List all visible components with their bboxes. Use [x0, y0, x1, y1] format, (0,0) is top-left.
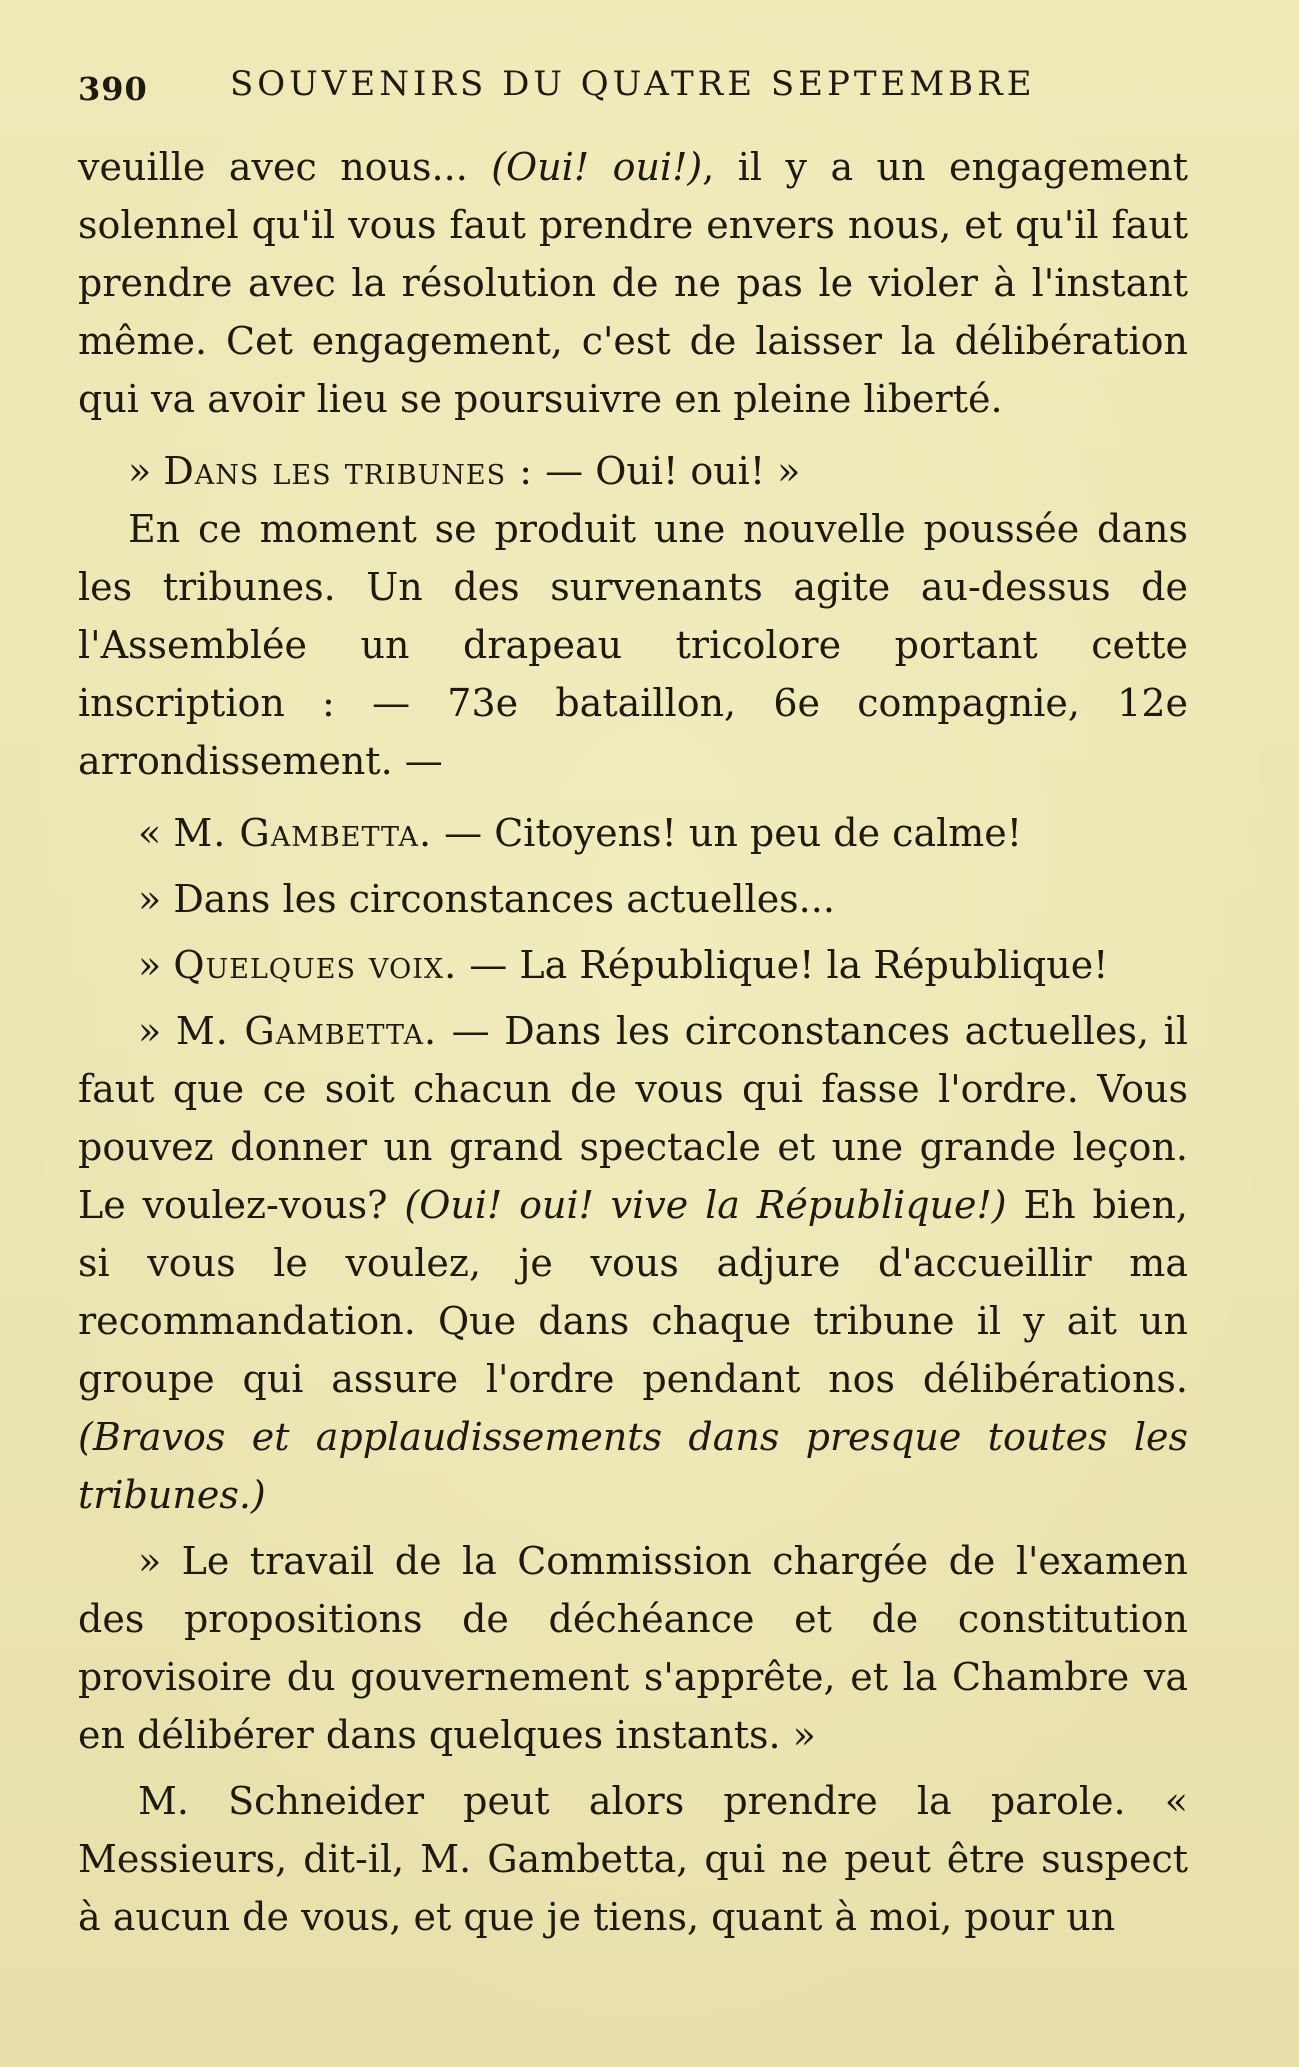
paragraph-2-text: — Oui! oui! »	[533, 449, 801, 493]
paragraph-7	[78, 1002, 1188, 1524]
paragraph-7-italic-2: (Bravos et applaudissements dans presque toutes les tribunes.)	[78, 1415, 1188, 1517]
paragraph-6	[78, 936, 1188, 994]
paragraph-1-italic: (Oui! oui!)	[491, 145, 703, 189]
paragraph-6-open: »	[138, 943, 174, 987]
page-header	[78, 62, 1188, 112]
paragraph-1-text-a: veuille avec nous...	[78, 145, 492, 189]
paragraph-4-open: «	[138, 811, 174, 855]
paragraph-7-text-a: — Dans les circonstances actuelles, il faut que ce soit chacun de vous qui fasse l'ordre. Vous pouvez donner un grand spectacle et une grande leçon. Le voulez-vous?	[78, 1009, 1188, 1227]
paragraph-2-speaker: Dans les tribunes :	[163, 449, 534, 493]
paragraph-8	[78, 1532, 1188, 1764]
paragraph-1	[78, 138, 1188, 428]
paragraph-9-text: M. Schneider peut alors prendre la parole. « Messieurs, dit-il, M. Gambetta, qui ne peut être suspect à aucun de vous, et que je tiens, quant à moi, pour un	[78, 1779, 1188, 1939]
paragraph-7-italic-1: (Oui! oui! vive la République!)	[404, 1183, 1007, 1227]
paragraph-8-text: » Le travail de la Commission chargée de l'examen des propositions de déchéance et de constitution provisoire du gouvernement s'apprête, et la Chambre va en délibérer dans quelques instants. »	[78, 1539, 1188, 1757]
body-text	[78, 138, 1188, 1946]
paragraph-5-text: » Dans les circonstances actuelles...	[138, 877, 835, 921]
paragraph-2-open: »	[128, 449, 164, 493]
paragraph-4-text: — Citoyens! un peu de calme!	[432, 811, 1023, 855]
paragraph-3	[78, 500, 1188, 790]
page-number: 390	[78, 70, 148, 108]
paragraph-9	[78, 1772, 1188, 1946]
paragraph-4-speaker: M. Gambetta.	[173, 811, 433, 855]
paragraph-7-open: »	[138, 1009, 176, 1053]
paragraph-2	[78, 442, 1188, 500]
paragraph-1-text-b: , il y a un engagement solennel qu'il vous faut prendre envers nous, et qu'il faut prendre avec la résolution de ne pas le violer à l'instant même. Cet engagement, c'est de laisser la délibération qui va avoir lieu se poursuivre en pleine liberté.	[78, 145, 1188, 421]
paragraph-7-speaker: M. Gambetta.	[175, 1009, 438, 1053]
paragraph-5	[78, 870, 1188, 928]
paragraph-4	[78, 804, 1188, 862]
paragraph-3-text: En ce moment se produit une nouvelle poussée dans les tribunes. Un des survenants agite au-dessus de l'Assemblée un drapeau tricolore portant cette inscription : — 73e bataillon, 6e compagnie, 12e arrondissement. —	[78, 507, 1188, 783]
paragraph-6-text: — La République! la République!	[457, 943, 1109, 987]
running-title: SOUVENIRS DU QUATRE SEPTEMBRE	[230, 64, 1036, 104]
paragraph-6-speaker: Quelques voix.	[173, 943, 458, 987]
paragraph-7-text-b: Eh bien, si vous le voulez, je vous adjure d'accueillir ma recommandation. Que dans chaque tribune il y ait un groupe qui assure l'ordre pendant nos délibérations.	[78, 1183, 1188, 1401]
